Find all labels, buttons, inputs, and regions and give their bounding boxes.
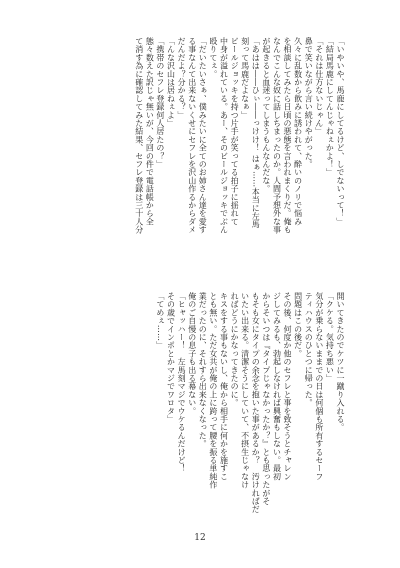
- text-line: 「あはは――ひぃ――っけけ！ はぁ……本当に左馬: [251, 37, 261, 229]
- text-line: 「んな沢山は居ねぇよ」: [166, 37, 176, 128]
- text-line: その歳でインポとかマジでワロタ」: [166, 292, 176, 424]
- text-line: とも無い。ただ女共が俺の上に跨って腰を振る単純作: [208, 292, 218, 489]
- text-line: その後、何度か他のセフレと事を致そうとチャレン: [283, 292, 293, 481]
- text-line: 殴りてぇ。: [208, 37, 218, 78]
- text-line: 態々数えた訳じゃ無いが、今回の件で電話帳から全: [145, 37, 155, 226]
- text-line: もそも女にタイプの余念を抱いた事があるか？ 汚ければだ: [251, 292, 261, 514]
- text-line: る事なんて出来ないくせにセフレを沢山作るからダメ: [187, 37, 197, 234]
- text-line: いたい出来る。清潔そうにしていて、不摂生じゃなけ: [240, 292, 250, 489]
- text-line: だんだよ？分かる？」: [177, 37, 187, 119]
- text-line: 気分が乗らないままでの日は何個も所有するセーフ: [314, 292, 324, 481]
- text-line: キスをする事もないし、俺から相手に何かを施すこ: [219, 292, 229, 481]
- text-line: ジしてみるも、勃起しなければ興奮もしない。最初: [272, 292, 282, 481]
- text-line: 「ヒャッハー！ 左馬刻マジでウケるんだけど！: [177, 292, 187, 473]
- text-line: 「だいたいさぁ、僕みたいに全てのお姉さん達を愛す: [198, 37, 208, 234]
- text-line: 「てめぇ……」: [155, 292, 165, 350]
- text-line: 刻って馬鹿だよなぁ」: [240, 37, 250, 119]
- text-line: 業だったのに、それすら出来なくなった。: [198, 292, 208, 448]
- text-line: 「結局馬鹿にしてんじゃねぇかよ！」: [325, 37, 335, 177]
- text-line: 「携帯のセフレ登録何人居たの？」: [155, 37, 165, 169]
- text-line: 俺のご自慢の息子も出る幕ない。: [187, 292, 197, 415]
- text-line: 開いてきたのでケツに一蹴り入れる。: [336, 292, 345, 432]
- text-block-top: [45, 37, 345, 267]
- text-line: ビールジョッキを持つ片手が笑ってる拍子に揺れて: [230, 37, 240, 226]
- text-line: 「いやいや、馬鹿にしてるけど、しでないって！」: [336, 37, 345, 226]
- text-line: 「それは仕方ないじゃん」: [314, 37, 324, 136]
- text-line: なんでこんな奴に話しちまったのか。人間予想外な事: [272, 37, 282, 234]
- page-number: 12: [194, 533, 206, 543]
- text-line: 久々に乱数から飲みに誘われて、酔いのノリで悩み: [293, 37, 303, 226]
- text-line: 問題はこの後だ。: [293, 292, 303, 358]
- text-line: からそいつは『タイプじゃなかったか？』とも思ったがそ: [261, 292, 271, 506]
- text-line: ティハウスのひとつに帰った。: [304, 292, 314, 407]
- text-line: て消す為に確認してみた結果、セフレ登録は三十人分: [134, 37, 144, 234]
- text-line: を相談してみたら日頃の悪態を言われまくりだ。俺も: [283, 37, 293, 234]
- text-line: 中身が溢れている。あー、そのビールジョッキでぶん: [219, 37, 229, 234]
- text-line: ればどうにかなってきたのに。: [230, 292, 240, 407]
- text-line: 鼻で笑いながら言い続けやがった。: [304, 37, 314, 169]
- text-line: 「クケる。気持ち悪い」: [325, 292, 335, 383]
- text-line: が起きると血迷ってしまうもんなんだな。: [261, 37, 271, 193]
- text-block-bottom: [45, 292, 345, 524]
